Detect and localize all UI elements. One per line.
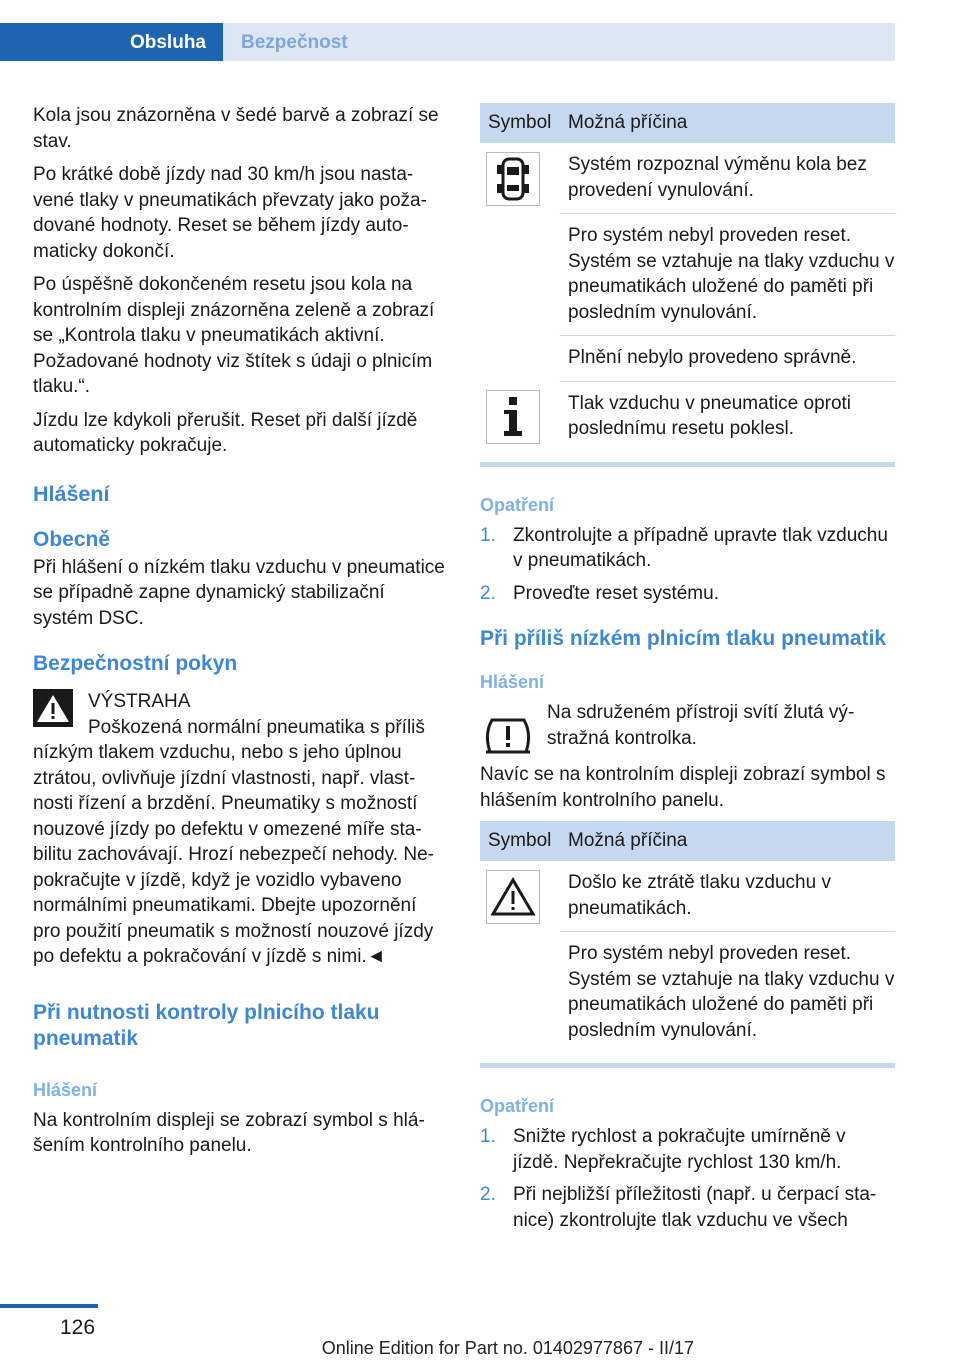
paragraph: Na kontrolním displeji se zobrazí symbol s hlášením kontrolního panelu. <box>33 1109 425 1156</box>
table-cell: Pro systém nebyl proveden reset. Systém se vztahuje na tlaky vzduchu v pneumatikách uložené do paměti při posledním vynulování. <box>568 943 895 1041</box>
heading-obecne: Obecně <box>33 527 111 551</box>
symbol-table-1 <box>480 103 895 452</box>
table-cell: Došlo ke ztrátě tlaku vzduchu v pneumatikách. <box>560 861 895 932</box>
table-header-symbol: Symbol <box>480 103 560 143</box>
table-header-cause: Možná příčina <box>560 821 895 861</box>
right-column <box>480 103 895 1240</box>
warning-lead: Poškozená normální pneumatika s příliš <box>88 716 425 738</box>
heading-hlaseni-sub: Hlášení <box>33 1079 98 1100</box>
list-item: 1. Snižte rychlost a pokračujte umírněně v jízdě. Nepřekračujte rychlost 130 km/h. <box>480 1126 846 1173</box>
list-item: 2. Proveďte reset systému. <box>480 582 719 604</box>
warning-title: VÝSTRAHA <box>88 691 191 712</box>
info-icon <box>486 390 540 444</box>
table-end-bar <box>480 462 895 467</box>
heading-bezpecnostni-pokyn: Bezpečnostní pokyn <box>33 652 238 675</box>
page-number-bar <box>0 1304 98 1308</box>
tire-pressure-warning-icon <box>480 706 536 762</box>
heading-opatreni: Opatření <box>480 494 555 515</box>
paragraph: Po krátké době jízdy nad 30 km/h jsou nastavené tlaky v pneumatikách převzaty jako požadované hodnoty. Reset se během jízdy automaticky dokončí. <box>33 164 427 262</box>
car-top-view-icon <box>486 152 540 206</box>
table-header-cause: Možná příčina <box>560 103 895 143</box>
edition-footer: Online Edition for Part no. 01402977867 - II/17 <box>321 1338 694 1358</box>
warning-body: nízkým tlakem vzduchu, nebo s jeho úplnou ztrátou, ovlivňuje jízdní vlastnosti, např. vlastnosti řízení a brzdění. Pneumatiky s možností nouzové jízdy po defektu v omezené míře stabilitu zachovávají. Hrozí nebezpečí nehody. Nepokračujte v jízdě, když je vozidlo vybaveno normálními pneumatikami. Dbejte upozornění pro použití pneumatik s možností nouzové jízdy po defektu a pokračování v jízdě s nimi.◄ <box>33 742 434 967</box>
table-cell: Pro systém nebyl proveden reset. Systém se vztahuje na tlaky vzduchu v pneumatikách uložené do paměti při posledním vynulování. <box>560 214 895 336</box>
heading-hlaseni-sub: Hlášení <box>480 672 545 692</box>
table-row <box>480 861 895 932</box>
heading-kontrola-tlaku: Při nutnosti kontroly plnicího tlaku pneumatik <box>33 1000 380 1050</box>
tab-bezpecnost[interactable]: Bezpečnost <box>223 23 895 61</box>
heading-hlaseni: Hlášení <box>33 481 110 506</box>
paragraph: Jízdu lze kdykoli přerušit. Reset při další jízdě automaticky pokračuje. <box>33 409 418 456</box>
heading-prilis-nizky-tlak: Při příliš nízkém plnicím tlaku pneumatik <box>480 627 887 650</box>
table-row <box>480 143 895 214</box>
warning-triangle-icon <box>33 689 73 727</box>
table-cell: Plnění nebylo provedeno správně. <box>560 336 895 382</box>
table-row <box>480 381 895 452</box>
paragraph: Navíc se na kontrolním displeji zobrazí symbol s hlášením kontrolního panelu. <box>480 764 886 811</box>
paragraph: Při hlášení o nízkém tlaku vzduchu v pneumatice se případně zapne dynamický stabilizační systém DSC. <box>33 556 445 629</box>
paragraph: Kola jsou znázorněna v šedé barvě a zobrazí se stav. <box>33 105 439 152</box>
indicator-message <box>480 700 895 762</box>
left-column <box>33 103 447 1167</box>
table-cell: Systém rozpoznal výměnu kola bez provedení vynulování. <box>560 143 895 214</box>
warning-triangle-icon <box>486 870 540 924</box>
indicator-message-text: Na sdruženém přístroji svítí žlutá výstražná kontrolka. <box>547 702 855 749</box>
symbol-table-2 <box>480 821 895 1053</box>
list-item: 1. Zkontrolujte a případně upravte tlak vzduchu v pneumatikách. <box>480 524 888 571</box>
heading-opatreni: Opatření <box>480 1096 555 1116</box>
table-cell: Tlak vzduchu v pneumatice oproti poslednímu resetu poklesl. <box>568 392 852 439</box>
steps-list <box>480 523 895 607</box>
warning-block <box>33 689 447 970</box>
table-header-symbol: Symbol <box>480 821 560 861</box>
table-end-bar <box>480 1063 895 1068</box>
list-item: 2. Při nejbližší příležitosti (např. u čerpací stanice) zkontrolujte tlak vzduchu ve všech <box>480 1184 877 1231</box>
tab-obsluha[interactable]: Obsluha <box>0 23 223 61</box>
header-tabs <box>0 23 895 61</box>
steps-list <box>480 1124 895 1233</box>
paragraph: Po úspěšně dokončeném resetu jsou kola na kontrolním displeji znázorněna zeleně a zobrazí se „Kontrola tlaku v pneumatikách aktivní. Požadované hodnoty viz štítek s údaji o plnicím tlaku.“. <box>33 274 435 397</box>
page-number: 126 <box>60 1316 96 1339</box>
